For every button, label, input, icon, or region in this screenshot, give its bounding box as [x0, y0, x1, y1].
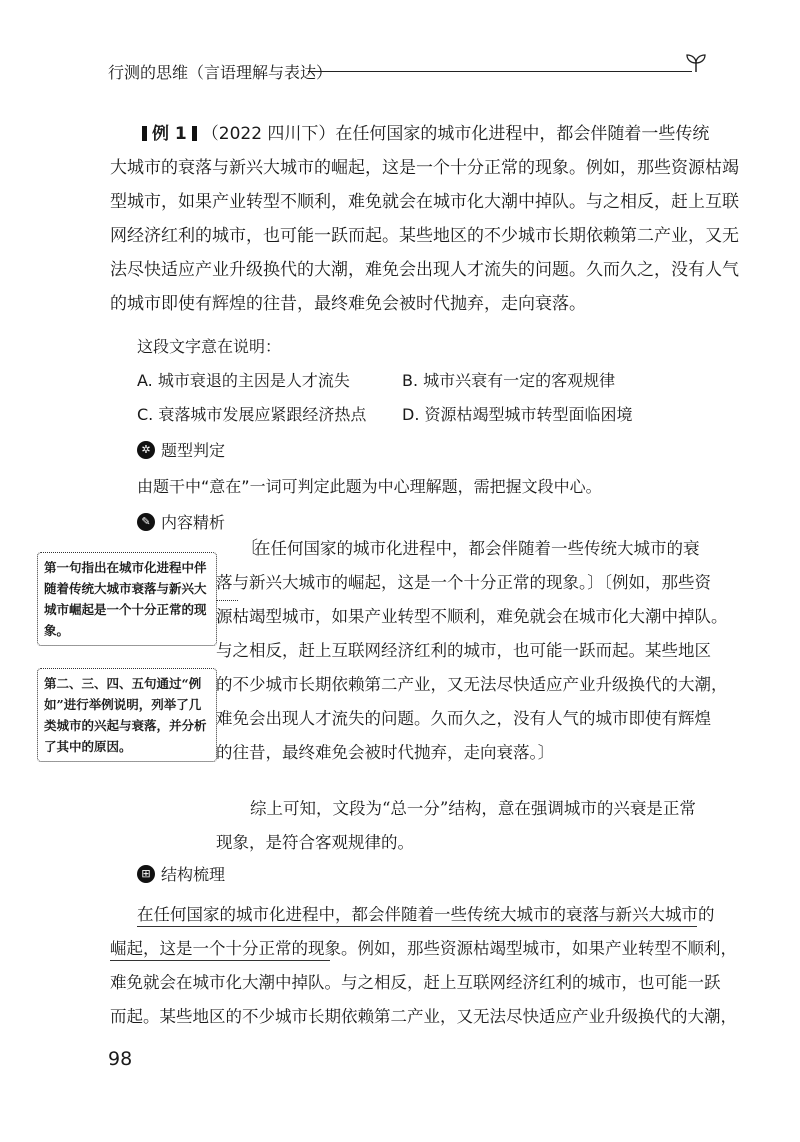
bracket-open: 〔	[240, 538, 258, 559]
analysis-line-4: 的不少城市长期依赖第二产业，又无法尽快适应产业升级换代的大潮，	[216, 675, 728, 694]
structure-line-0: 在任何国家的城市化进程中，都会伴随着一些传统大城市的衰落与新兴大城市的	[137, 905, 715, 924]
side-note-2-text: 第二、三、四、五句通过“例如”进行举例说明，列举了几类城市的兴起与衰落，并分析了其中的原因。	[44, 676, 207, 754]
example-line-1: 大城市的衰落与新兴大城市的崛起，这是一个十分正常的现象。例如，那些资源枯竭	[110, 158, 739, 178]
example-source: （2022 四川下）	[201, 124, 336, 144]
bar-right-icon	[192, 126, 197, 141]
section-content-analysis	[137, 510, 225, 533]
analysis-line-5: 难免会出现人才流失的问题。久而久之，没有人气的城市即使有辉煌	[216, 709, 711, 728]
page-number: 98	[108, 1048, 133, 1070]
analysis-line-1: 落与新兴大城市的崛起，这是一个十分正常的现象。〕〔例如，那些资	[216, 573, 711, 592]
option-b: B. 城市兴衰有一定的客观规律	[402, 371, 616, 390]
summary-line-1: 现象，是符合客观规律的。	[216, 833, 414, 852]
analysis-line-3: 与之相反，赶上互联网经济红利的城市，也可能一跃而起。某些地区	[216, 641, 711, 660]
example-first-line	[137, 117, 709, 151]
side-note-1	[37, 552, 217, 646]
option-c: C. 衰落城市发展应紧跟经济热点	[137, 405, 367, 424]
pen-icon: ✎	[137, 513, 155, 531]
note-1-connector	[216, 600, 238, 601]
section-type-judgment	[137, 438, 225, 461]
structure-icon: ⊞	[137, 865, 155, 883]
example-line-0: 在任何国家的城市化进程中，都会伴随着一些传统	[335, 124, 710, 144]
option-d: D. 资源枯竭型城市转型面临困境	[402, 405, 633, 424]
side-note-2	[37, 668, 217, 762]
analysis-line-6: 的往昔，最终难免会被时代抛弃，走向衰落。〕	[216, 743, 555, 762]
structure-line-1: 崛起，这是一个十分正常的现象。例如，那些资源枯竭型城市，如果产业转型不顺利，	[110, 939, 737, 958]
section1-title: 题型判定	[161, 441, 226, 460]
side-note-1-text: 第一句指出在城市化进程中伴随着传统大城市衰落与新兴大城市崛起是一个十分正常的现象。	[44, 560, 207, 638]
example-line-4: 法尽快适应产业升级换代的大潮，难免会出现人才流失的问题。久而久之，没有人气	[110, 260, 739, 280]
section1-text: 由题干中“意在”一词可判定此题为中心理解题，需把握文段中心。	[137, 477, 602, 496]
header-title: 行测的思维（言语理解与表达）	[108, 63, 333, 82]
example-line-5: 的城市即使有辉煌的往昔，最终难免会被时代抛弃，走向衰落。	[110, 294, 586, 314]
example-line-3: 网经济红利的城市，也可能一跃而起。某些地区的不少城市长期依赖第二产业，又无	[110, 226, 739, 246]
structure-underline-0	[137, 926, 697, 927]
structure-underline-1	[110, 960, 330, 961]
section-structure	[137, 862, 225, 885]
question-stem: 这段文字意在说明：	[137, 337, 282, 356]
example-line-2: 型城市，如果产业转型不顺利，难免就会在城市化大潮中掉队。与之相反，赶上互联	[110, 192, 739, 212]
section3-title: 结构梳理	[161, 865, 226, 884]
sprout-icon	[684, 50, 708, 74]
gear-icon: ✲	[137, 441, 155, 459]
option-a: A. 城市衰退的主因是人才流失	[137, 371, 350, 390]
analysis-line-2: 源枯竭型城市，如果产业转型不顺利，难免就会在城市化大潮中掉队。	[216, 607, 728, 626]
running-header	[108, 56, 708, 86]
structure-line-2: 难免就会在城市化大潮中掉队。与之相反，赶上互联网经济红利的城市，也可能一跃	[110, 973, 721, 992]
header-rule	[308, 71, 692, 72]
summary-line-0: 综上可知，文段为“总一分”结构，意在强调城市的兴衰是正常	[250, 799, 696, 818]
analysis-line-0: 在任何国家的城市化进程中，都会伴随着一些传统大城市的衰	[254, 539, 700, 558]
bar-left-icon	[142, 126, 147, 141]
structure-line-3: 而起。某些地区的不少城市长期依赖第二产业，又无法尽快适应产业升级换代的大潮，	[110, 1007, 737, 1026]
section2-title: 内容精析	[161, 513, 226, 532]
example-label: 例 1	[152, 124, 187, 144]
